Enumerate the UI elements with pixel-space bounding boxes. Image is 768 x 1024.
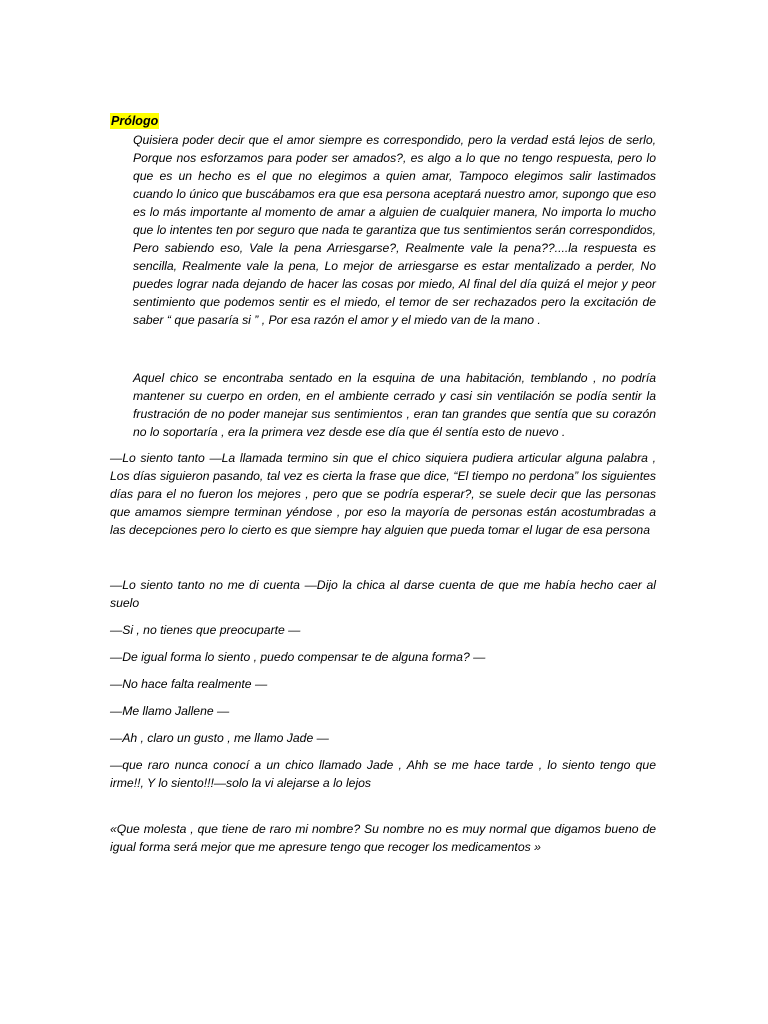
dialogue-line: —Me llamo Jallene — xyxy=(110,704,230,718)
prologue-paragraph: Quisiera poder decir que el amor siempre es correspondido, pero la verdad está lejos de serlo, Porque nos esforzamos para poder ser amados?, es algo a lo que no tengo respuesta, pero lo que es un hecho es el que no elegimos a quien amar, Tampoco elegimos salir lastimados cuando lo único que buscábamos era que esa persona aceptará nuestro amor, supongo que eso es lo más importante al momento de amar a alguien de cualquier manera, No importa lo mucho que lo intentes ten por seguro que nada te garantiza que tus sentimientos serán correspondidos, Pero sabiendo eso, Vale la pena Arriesgarse?, Realmente vale la pena??....la respuesta es sencilla, Realmente vale la pena, Lo mejor de arriesgarse es estar mentalizado a perder, No puedes lograr nada dejando de hacer las cosas por miedo, Al final del día quizá el mejor y peor sentimiento que podemos sentir es el miedo, el temor de ser rechazados pero la excitación de saber “ que pasaría si ” , Por esa razón el amor y el miedo van de la mano . xyxy=(133,133,656,327)
inner-thought-paragraph: «Que molesta , que tiene de raro mi nombre? Su nombre no es muy normal que digamos bueno de igual forma será mejor que me apresure tengo que recoger los medicamentos » xyxy=(110,822,656,854)
dialogue-line: —Lo siento tanto no me di cuenta —Dijo la chica al darse cuenta de que me había hecho caer al suelo xyxy=(110,578,656,610)
dialogue-line: —Ah , claro un gusto , me llamo Jade — xyxy=(110,731,329,745)
dialogue-line: —Si , no tienes que preocuparte — xyxy=(110,623,301,637)
dialogue-line: —que raro nunca conocí a un chico llamado Jade , Ahh se me hace tarde , lo siento tengo que irme!!, Y lo siento!!!—solo la vi alejarse a lo lejos xyxy=(110,758,656,790)
dialogue-line: —No hace falta realmente — xyxy=(110,677,268,691)
narrative-paragraph: Aquel chico se encontraba sentado en la esquina de una habitación, temblando , no podría mantener su cuerpo en orden, en el ambiente cerrado y casi sin ventilación se podía sentir la frustración de no poder manejar sus sentimientos , eran tan grandes que sentía que su corazón no lo soportaría , era la primera vez desde ese día que él sentía esto de nuevo . xyxy=(133,371,656,439)
dialogue-paragraph: —Lo siento tanto —La llamada termino sin que el chico siquiera pudiera articular alguna palabra , Los días siguieron pasando, tal vez es cierta la frase que dice, “El tiempo no perdona” los siguientes días para el no fueron los mejores , pero que se podría esperar?, se suele decir que las personas que amamos siempre terminan yéndose , por eso la mayoría de personas están acostumbradas a las decepciones pero lo cierto es que siempre hay alguien que pueda tomar el lugar de esa persona xyxy=(110,451,656,537)
dialogue-line: —De igual forma lo siento , puedo compensar te de alguna forma? — xyxy=(110,650,486,664)
document-title: Prólogo xyxy=(111,114,159,128)
